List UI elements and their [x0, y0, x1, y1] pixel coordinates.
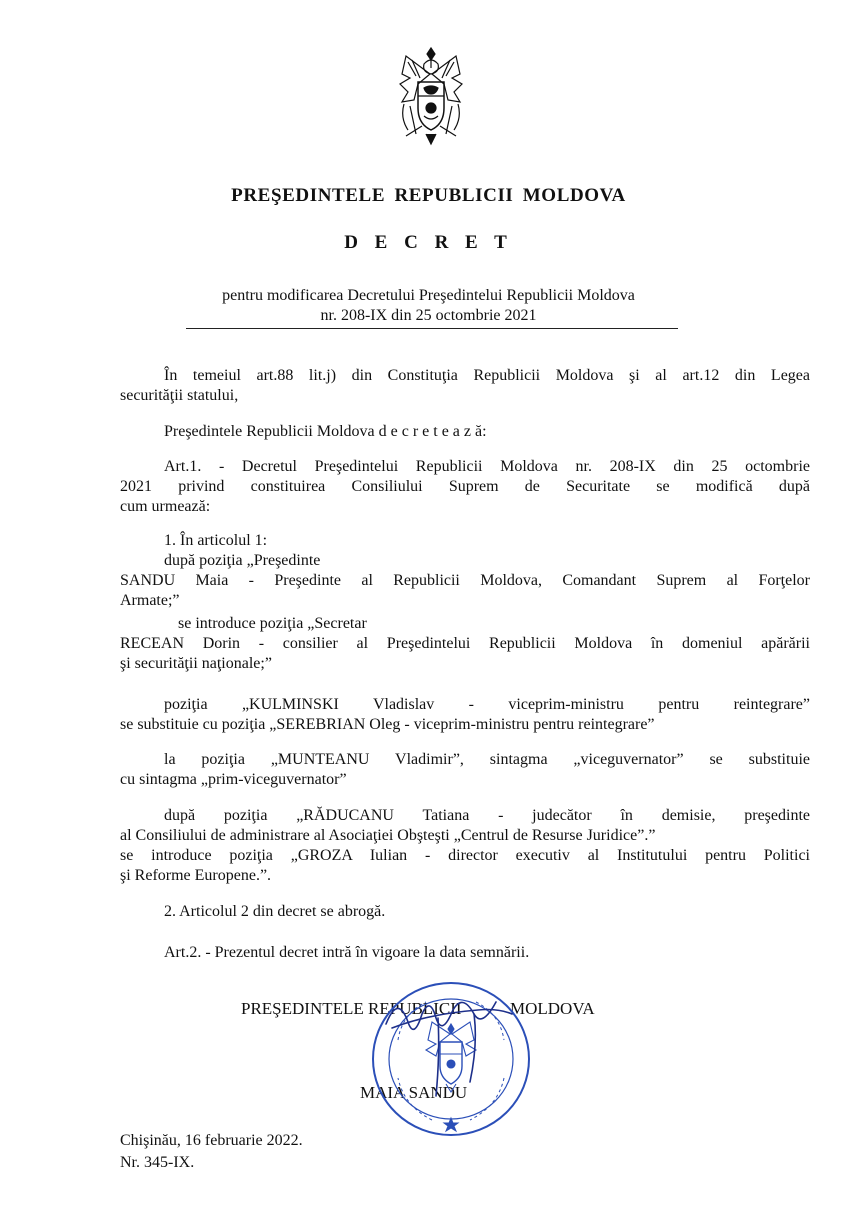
munteanu-line2: cu sintagma „prim-viceguvernator” [120, 771, 347, 788]
raducanu-line2: al Consiliului de administrare al Asociaţiei Obşteşti „Centrul de Resurse Juridice”.” [120, 827, 656, 844]
handwritten-signature-icon [378, 984, 518, 1114]
decrees-line: Preşedintele Republicii Moldova d e c r e t e a z ă: [164, 423, 487, 440]
signatory-name: MAIA SANDU [360, 1083, 468, 1102]
kulminski-line1: poziţia „KULMINSKI Vladislav - viceprim-ministru pentru reintegrare” [164, 696, 810, 713]
sandu-entry-line2: Armate;” [120, 592, 180, 609]
place-and-date: Chişinău, 16 februarie 2022. [120, 1132, 303, 1149]
groza-entry-line2: şi Reforme Europene.”. [120, 867, 272, 884]
article2-line: Art.2. - Prezentul decret intră în vigoare la data semnării. [164, 944, 530, 961]
article1-line3: cum urmează: [120, 498, 211, 515]
groza-entry-line1: se introduce poziţia „GROZA Iulian - director executiv al Institutului pentru Politici [120, 847, 810, 864]
recean-entry-line2: şi securităţii naţionale;” [120, 655, 272, 672]
secretar-insert-line: se introduce poziţia „Secretar [178, 615, 367, 632]
article1-line2: 2021 privind constituirea Consiliului Suprem de Securitate se modifică după [120, 478, 810, 495]
coat-of-arms-icon [396, 44, 466, 148]
point1-heading: 1. În articolul 1: [164, 532, 268, 549]
sandu-entry-line1: SANDU Maia - Preşedinte al Republicii Moldova, Comandant Suprem al Forţelor [120, 572, 810, 589]
kulminski-line2: se substituie cu poziţia „SEREBRIAN Oleg - viceprim-ministru pentru reintegrare” [120, 716, 655, 733]
preamble-line1: În temeiul art.88 lit.j) din Constituţia Republicii Moldova şi al art.12 din Legea [164, 367, 810, 384]
recean-entry-line1: RECEAN Dorin - consilier al Preşedintelui Republicii Moldova în domeniul apărării [120, 635, 810, 652]
preamble-line2: securităţii statului, [120, 387, 239, 404]
decree-subtitle-line1: pentru modificarea Decretului Preşedintelui Republicii Moldova [222, 287, 635, 304]
point1-after-president: după poziţia „Preşedinte [164, 552, 321, 569]
munteanu-line1: la poziţia „MUNTEANU Vladimir”, sintagma „viceguvernator” se substituie [164, 751, 810, 768]
issuer-heading: PREŞEDINTELE REPUBLICII MOLDOVA [231, 185, 626, 206]
signature-title-left: PREŞEDINTELE REPUBLICII [241, 999, 462, 1018]
decree-subtitle-line2: nr. 208-IX din 25 octombrie 2021 [320, 307, 537, 324]
subtitle-underline [186, 328, 678, 329]
document-type-heading: D E C R E T [344, 232, 513, 253]
raducanu-line1: după poziţia „RĂDUCANU Tatiana - judecător în demisie, preşedinte [164, 807, 810, 824]
point2-line: 2. Articolul 2 din decret se abrogă. [164, 903, 386, 920]
signature-title-right: MOLDOVA [510, 999, 595, 1018]
article1-line1: Art.1. - Decretul Preşedintelui Republicii Moldova nr. 208-IX din 25 octombrie [164, 458, 810, 475]
decree-number: Nr. 345-IX. [120, 1154, 195, 1171]
